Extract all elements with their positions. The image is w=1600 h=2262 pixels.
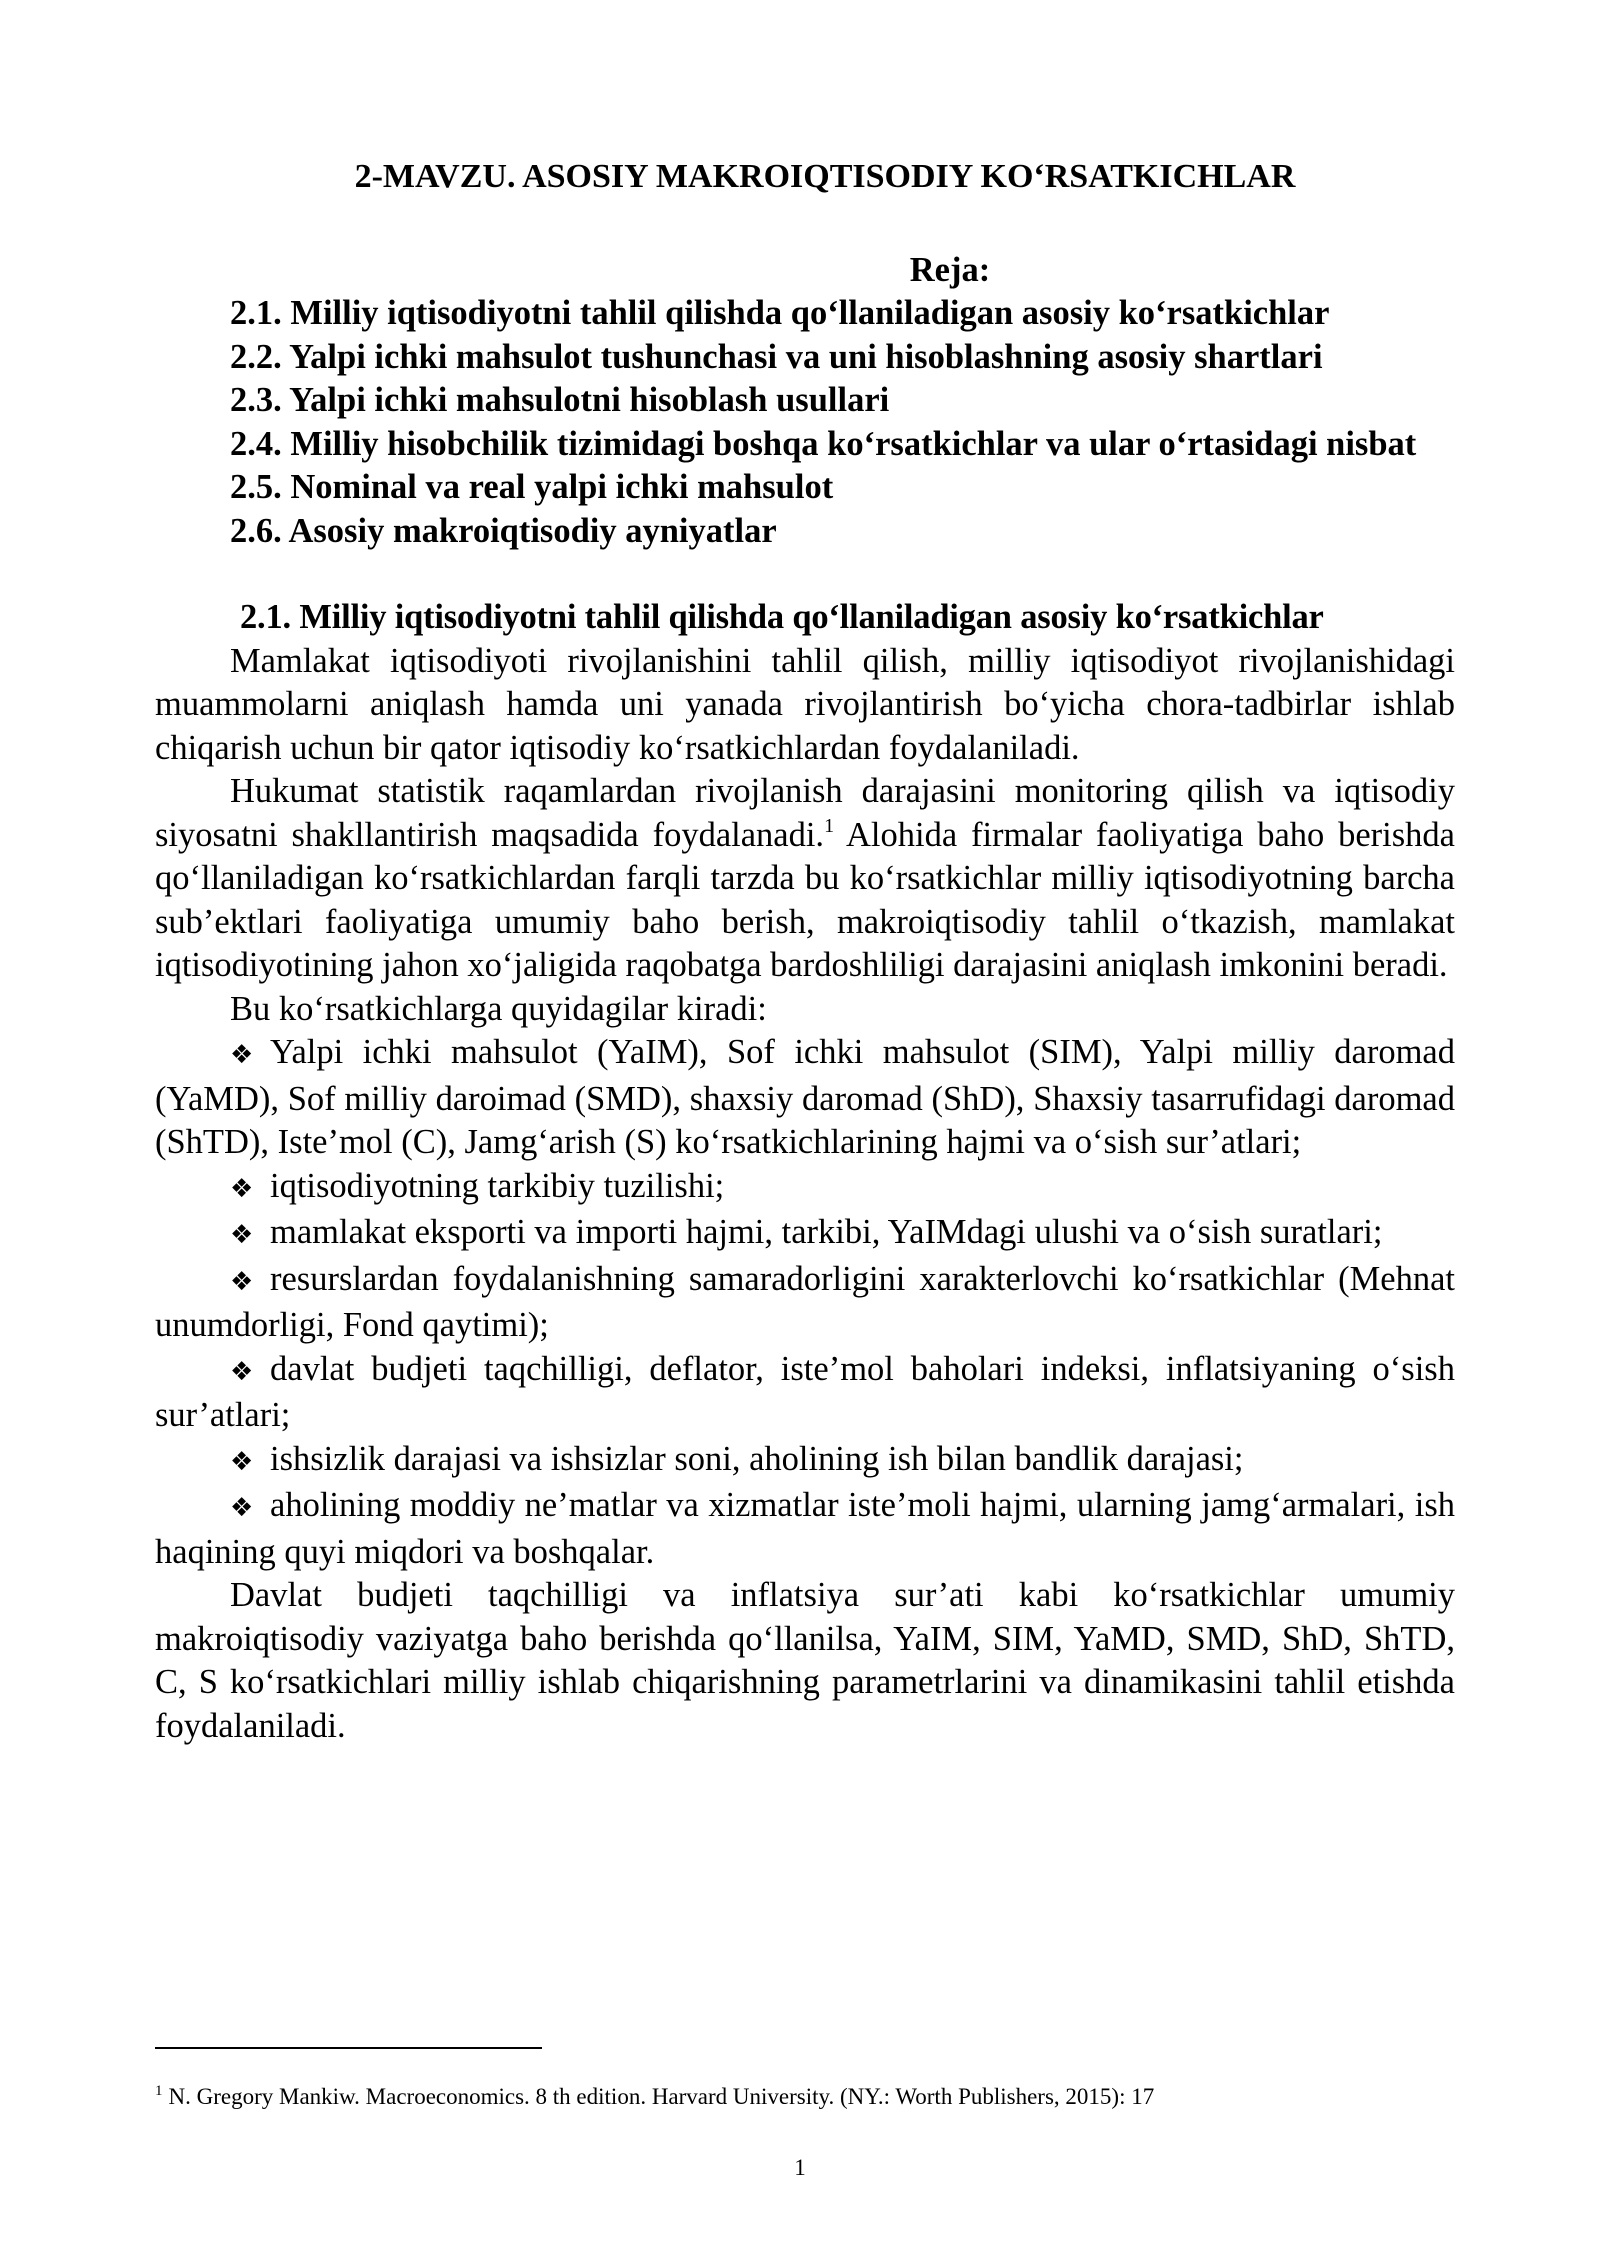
paragraph-text: Hukumat statistik raqamlardan rivojlanish darajasini monitoring qilish va iqtisodiy siyosatni shakllantirish maqsadida foydalanadi. (155, 772, 1455, 854)
paragraph-text: Alohida firmalar faoliyatiga baho berishda qo‘llaniladigan ko‘rsatkichlardan farqli tarzda bu ko‘rsatkichlar milliy iqtisodiyotning barcha sub’ektlari faoliyatiga umumiy baho berish, makroiqtisodiy tahlil o‘tkazish, mamlakat iqtisodiyotining jahon xo‘jaligida raqobatga bardoshliligi darajasini aniqlash imkonini beradi. (155, 815, 1455, 984)
document-page (155, 155, 1455, 1748)
diamond-bullet-icon: ❖ (230, 1493, 254, 1523)
plan-item: 2.6. Asosiy makroiqtisodiy ayniyatlar (230, 511, 777, 550)
list-item-text: iqtisodiyotning tarkibiy tuzilishi; (270, 1166, 725, 1205)
diamond-bullet-icon: ❖ (230, 1040, 254, 1070)
list-item-text: ishsizlik darajasi va ishsizlar soni, aholining ish bilan bandlik darajasi; (270, 1439, 1244, 1478)
diamond-bullet-icon: ❖ (230, 1220, 254, 1250)
plan-item: 2.4. Milliy hisobchilik tizimidagi boshqa ko‘rsatkichlar va ular o‘rtasidagi nisbat (230, 424, 1417, 463)
plan-item: 2.3. Yalpi ichki mahsulotni hisoblash usullari (230, 381, 890, 419)
paragraph: Mamlakat iqtisodiyoti rivojlanishini tahlil qilish, milliy iqtisodiyot rivojlanishidagi muammolarni aniqlash hamda uni yanada rivojlantirish bo‘yicha chora-tadbirlar ishlab chiqarish uchun bir qator iqtisodiy ko‘rsatkichlardan foydalaniladi. (155, 641, 1455, 767)
footnote-divider (155, 2047, 542, 2049)
paragraph: Bu ko‘rsatkichlarga quyidagilar kiradi: (230, 989, 767, 1028)
footnote-number: 1 (155, 2083, 163, 2099)
diamond-bullet-icon: ❖ (230, 1266, 254, 1297)
list-item (155, 1031, 1455, 1165)
indicator-list (155, 1031, 1455, 1574)
footnote (155, 2082, 1455, 2112)
diamond-bullet-icon: ❖ (230, 1173, 254, 1204)
list-item-text: resurslardan foydalanishning samaradorligini xarakterlovchi ko‘rsatkichlar (Mehnat unumdorligi, Fond qaytimi); (155, 1259, 1455, 1344)
list-item (155, 1438, 1455, 1485)
diamond-bullet-icon: ❖ (230, 1446, 254, 1477)
list-item (155, 1165, 1455, 1212)
page-number: 1 (794, 2155, 806, 2180)
plan-item: 2.1. Milliy iqtisodiyotni tahlil qilishda qo‘llaniladigan asosiy ko‘rsatkichlar (230, 294, 1330, 332)
section-heading: 2.1. Milliy iqtisodiyotni tahlil qilishda qo‘llaniladigan asosiy ko‘rsatkichlar (240, 598, 1324, 636)
list-item (155, 1211, 1455, 1258)
diamond-bullet-icon: ❖ (230, 1356, 254, 1387)
footnote-reference[interactable]: 1 (824, 814, 835, 837)
list-item (155, 1484, 1455, 1574)
paragraph (155, 770, 1455, 988)
plan-item: 2.2. Yalpi ichki mahsulot tushunchasi va uni hisoblashning asosiy shartlari (230, 337, 1323, 376)
list-item-text: Yalpi ichki mahsulot (YaIM), Sof ichki mahsulot (SIM), Yalpi milliy daromad (YaMD), Sof milliy daroimad (SMD), shaxsiy daromad (ShD), Shaxsiy tasarrufidagi daromad (ShTD), Iste’mol (C), Jamg‘arish (S) ko‘rsatkichlarining hajmi va o‘sish sur’atlari; (155, 1033, 1455, 1161)
page-title: 2-MAVZU. ASOSIY MAKROIQTISODIY KO‘RSATKICHLAR (354, 158, 1296, 195)
plan-item: 2.5. Nominal va real yalpi ichki mahsulot (230, 468, 834, 506)
list-item-text: davlat budjeti taqchilligi, deflator, iste’mol baholari indeksi, inflatsiyaning o‘sish sur’atlari; (155, 1349, 1455, 1434)
list-item (155, 1258, 1455, 1348)
footnote-text: N. Gregory Mankiw. Macroeconomics. 8 th edition. Harvard University. (NY.: Worth Publishers, 2015): 17 (168, 2084, 1155, 2109)
list-item-text: aholining moddiy ne’matlar va xizmatlar iste’moli hajmi, ularning jamg‘armalari, ish haqining quyi miqdori va boshqalar. (155, 1486, 1455, 1571)
paragraph: Davlat budjeti taqchilligi va inflatsiya sur’ati kabi ko‘rsatkichlar umumiy makroiqtisodiy vaziyatga baho berishda qo‘llanilsa, YaIM, SIM, YaMD, SMD, ShD, ShTD, C, S ko‘rsatkichlari milliy ishlab chiqarishning parametrlarini va dinamikasini tahlil etishda foydalaniladi. (155, 1576, 1455, 1745)
list-item (155, 1348, 1455, 1438)
plan-list (155, 292, 1455, 553)
list-item-text: mamlakat eksporti va importi hajmi, tarkibi, YaIMdagi ulushi va o‘sish suratlari; (270, 1213, 1383, 1251)
plan-heading: Reja: (909, 250, 991, 289)
